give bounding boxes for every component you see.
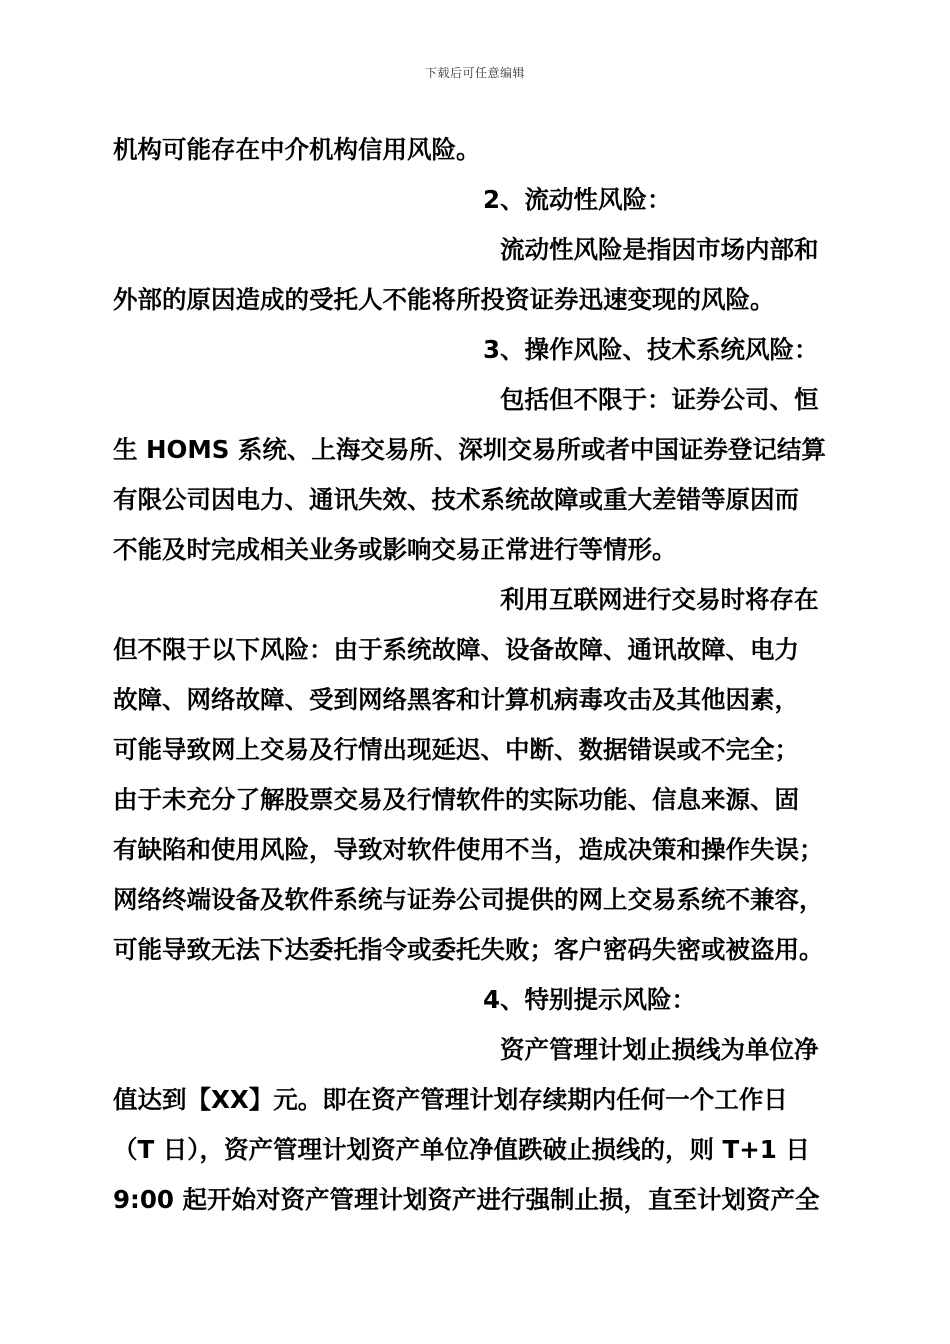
text-line: 9:00 起开始对资产管理计划资产进行强制止损，直至计划资产全 xyxy=(113,1185,820,1214)
page-header-note: 下载后可任意编辑 xyxy=(424,66,525,80)
text-line: 机构可能存在中介机构信用风险。 xyxy=(113,135,481,164)
text-line: 但不限于以下风险：由于系统故障、设备故障、通讯故障、电力 xyxy=(113,635,799,664)
text-line: 故障、网络故障、受到网络黑客和计算机病毒攻击及其他因素， xyxy=(113,685,799,714)
text-line: 网络终端设备及软件系统与证券公司提供的网上交易系统不兼容， xyxy=(113,885,824,914)
section-heading-operational-risk: 3、操作风险、技术系统风险： xyxy=(483,335,819,364)
text-line: 不能及时完成相关业务或影响交易正常进行等情形。 xyxy=(113,535,677,564)
text-line: 外部的原因造成的受托人不能将所投资证券迅速变现的风险。 xyxy=(113,285,775,314)
section-heading-special-risk: 4、特别提示风险： xyxy=(483,985,697,1014)
text-line: 可能导致网上交易及行情出现延迟、中断、数据错误或不完全； xyxy=(113,735,799,764)
text-line: 流动性风险是指因市场内部和 xyxy=(500,235,819,264)
text-line: 值达到【XX】元。即在资产管理计划存续期内任何一个工作日 xyxy=(113,1085,788,1114)
text-line: 由于未充分了解股票交易及行情软件的实际功能、信息来源、固 xyxy=(113,785,799,814)
text-line: 可能导致无法下达委托指令或委托失败；客户密码失密或被盗用。 xyxy=(113,935,824,964)
text-line: 利用互联网进行交易时将存在 xyxy=(500,585,819,614)
text-line: 包括但不限于：证券公司、恒 xyxy=(500,385,819,414)
text-line: （T 日），资产管理计划资产单位净值跌破止损线的，则 T+1 日 xyxy=(113,1135,810,1164)
text-line: 有限公司因电力、通讯失效、技术系统故障或重大差错等原因而 xyxy=(113,485,799,514)
section-heading-liquidity-risk: 2、流动性风险： xyxy=(483,185,672,214)
text-line: 生 HOMS 系统、上海交易所、深圳交易所或者中国证券登记结算 xyxy=(113,435,826,464)
text-line: 资产管理计划止损线为单位净 xyxy=(500,1035,819,1064)
text-line: 有缺陷和使用风险，导致对软件使用不当，造成决策和操作失误； xyxy=(113,835,824,864)
